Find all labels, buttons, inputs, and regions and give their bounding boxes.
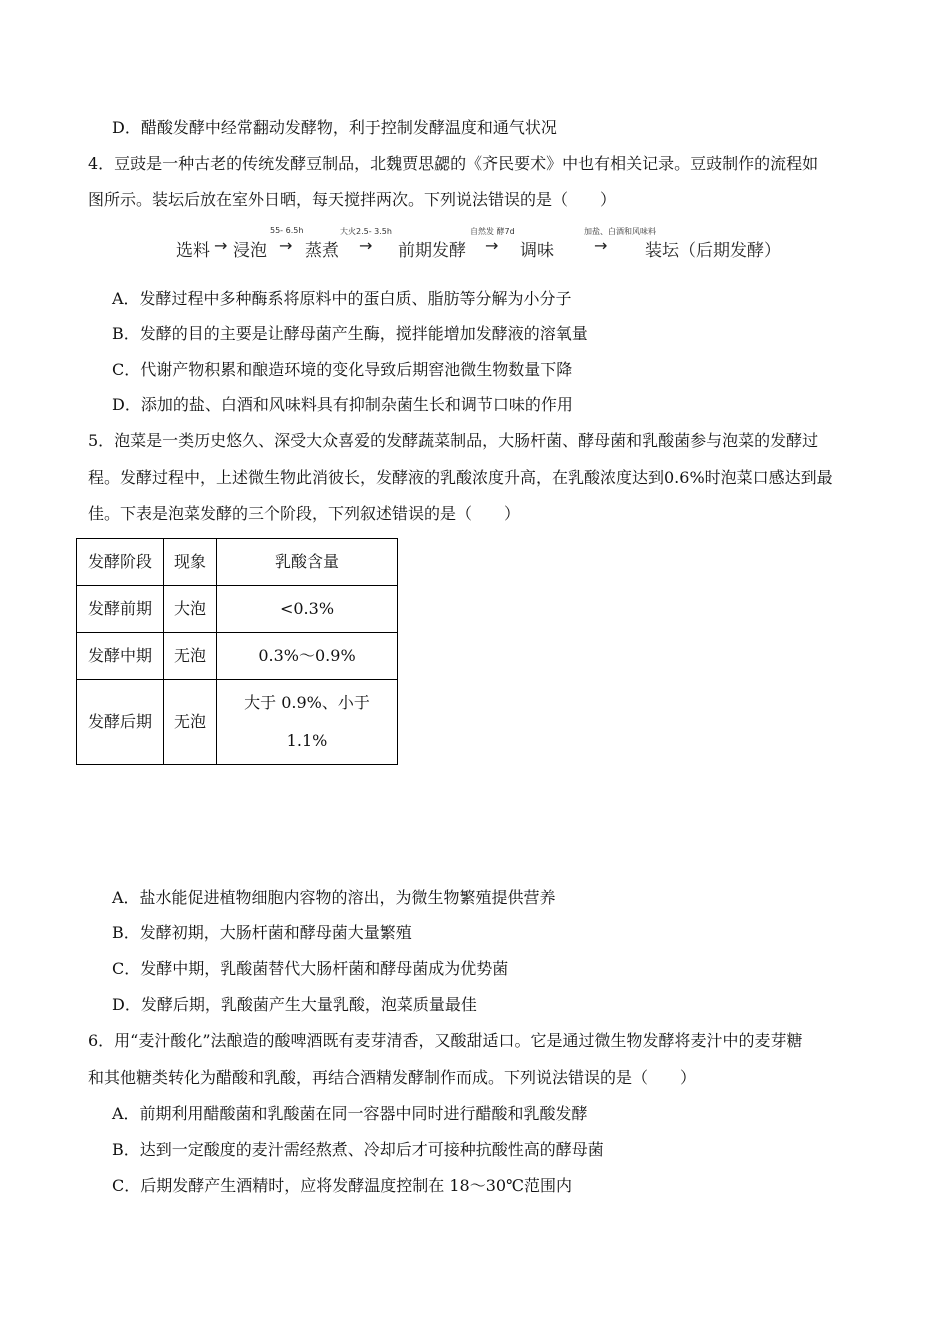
flow-step-season: 调味 xyxy=(520,241,554,261)
table-row xyxy=(77,633,398,680)
flow-arrow: → xyxy=(485,236,499,255)
q6-option-c: C．后期发酵产生酒精时，应将发酵温度控制在 18～30℃范围内 xyxy=(112,1176,572,1195)
cell-stage: 发酵后期 xyxy=(77,680,164,765)
q5-option-b: B．发酵初期，大肠杆菌和酵母菌大量繁殖 xyxy=(112,923,412,942)
cell-lactic-acid: 0.3%～0.9% xyxy=(217,633,398,680)
flow-step-preferment: 前期发酵 xyxy=(398,241,466,261)
q4-stem-line1: 4．豆豉是一种古老的传统发酵豆制品，北魏贾思勰的《齐民要术》中也有相关记录。豆豉制作的流程如 xyxy=(88,154,819,173)
flow-arrow: → xyxy=(594,236,608,255)
q6-stem-line2: 和其他糖类转化为醋酸和乳酸，再结合酒精发酵制作而成。下列说法错误的是（ ） xyxy=(88,1068,697,1087)
flow-step-select: 选料 xyxy=(176,241,210,261)
cell-lactic-acid: <0.3% xyxy=(217,586,398,633)
cell-phenomenon: 无泡 xyxy=(164,633,217,680)
q3-option-d: D．醋酸发酵中经常翻动发酵物，利于控制发酵温度和通气状况 xyxy=(112,118,557,137)
fermentation-stage-table xyxy=(76,538,398,765)
q4-option-d: D．添加的盐、白酒和风味料具有抑制杂菌生长和调节口味的作用 xyxy=(112,395,573,414)
q4-option-b: B．发酵的目的主要是让酵母菌产生酶，搅拌能增加发酵液的溶氧量 xyxy=(112,324,588,343)
q4-stem-line2: 图所示。装坛后放在室外日晒，每天搅拌两次。下列说法错误的是（ ） xyxy=(88,190,617,209)
flow-note-steam: 大火2.5- 3.5h xyxy=(340,227,392,236)
q5-option-d: D．发酵后期，乳酸菌产生大量乳酸，泡菜质量最佳 xyxy=(112,995,477,1014)
cell-stage: 发酵前期 xyxy=(77,586,164,633)
flow-arrow: → xyxy=(359,236,373,255)
q5-stem-line2: 程。发酵过程中，上述微生物此消彼长，发酵液的乳酸浓度升高，在乳酸浓度达到0.6%时泡菜口感达到最 xyxy=(88,468,833,487)
q4-option-a: A．发酵过程中多种酶系将原料中的蛋白质、脂肪等分解为小分子 xyxy=(112,289,572,308)
flow-note-season: 加盐、白酒和风味料 xyxy=(584,227,656,236)
q4-flow-diagram xyxy=(0,226,950,266)
table-row xyxy=(77,680,398,765)
q6-option-a: A．前期利用醋酸菌和乳酸菌在同一容器中同时进行醋酸和乳酸发酵 xyxy=(112,1104,588,1123)
header-phenomenon: 现象 xyxy=(164,539,217,586)
q6-stem-line1: 6．用“麦汁酸化”法酿造的酸啤酒既有麦芽清香，又酸甜适口。它是通过微生物发酵将麦汁中的麦芽糖 xyxy=(88,1031,803,1050)
table-row xyxy=(77,586,398,633)
q5-stem-line3: 佳。下表是泡菜发酵的三个阶段，下列叙述错误的是（ ） xyxy=(88,504,521,523)
flow-note-soak: 55- 6.5h xyxy=(270,226,304,235)
flow-note-ferment: 自然发 酵7d xyxy=(470,227,515,236)
cell-phenomenon: 大泡 xyxy=(164,586,217,633)
flow-step-soak: 浸泡 xyxy=(233,241,267,261)
flow-arrow: → xyxy=(214,236,228,255)
q5-option-c: C．发酵中期，乳酸菌替代大肠杆菌和酵母菌成为优势菌 xyxy=(112,959,509,978)
table-header-row xyxy=(77,539,398,586)
header-lactic-acid: 乳酸含量 xyxy=(217,539,398,586)
q5-option-a: A．盐水能促进植物细胞内容物的溶出，为微生物繁殖提供营养 xyxy=(112,888,556,907)
header-stage: 发酵阶段 xyxy=(77,539,164,586)
cell-lactic-acid: 大于 0.9%、小于 1.1% xyxy=(217,680,398,765)
flow-step-jar: 装坛（后期发酵） xyxy=(645,241,781,261)
cell-phenomenon: 无泡 xyxy=(164,680,217,765)
q6-option-b: B．达到一定酸度的麦汁需经熬煮、冷却后才可接种抗酸性高的酵母菌 xyxy=(112,1140,604,1159)
cell-stage: 发酵中期 xyxy=(77,633,164,680)
q4-option-c: C．代谢产物积累和酿造环境的变化导致后期窖池微生物数量下降 xyxy=(112,360,573,379)
flow-step-steam: 蒸煮 xyxy=(305,241,339,261)
q5-stem-line1: 5．泡菜是一类历史悠久、深受大众喜爱的发酵蔬菜制品，大肠杆菌、酵母菌和乳酸菌参与泡菜的发酵过 xyxy=(88,431,819,450)
flow-arrow: → xyxy=(279,236,293,255)
